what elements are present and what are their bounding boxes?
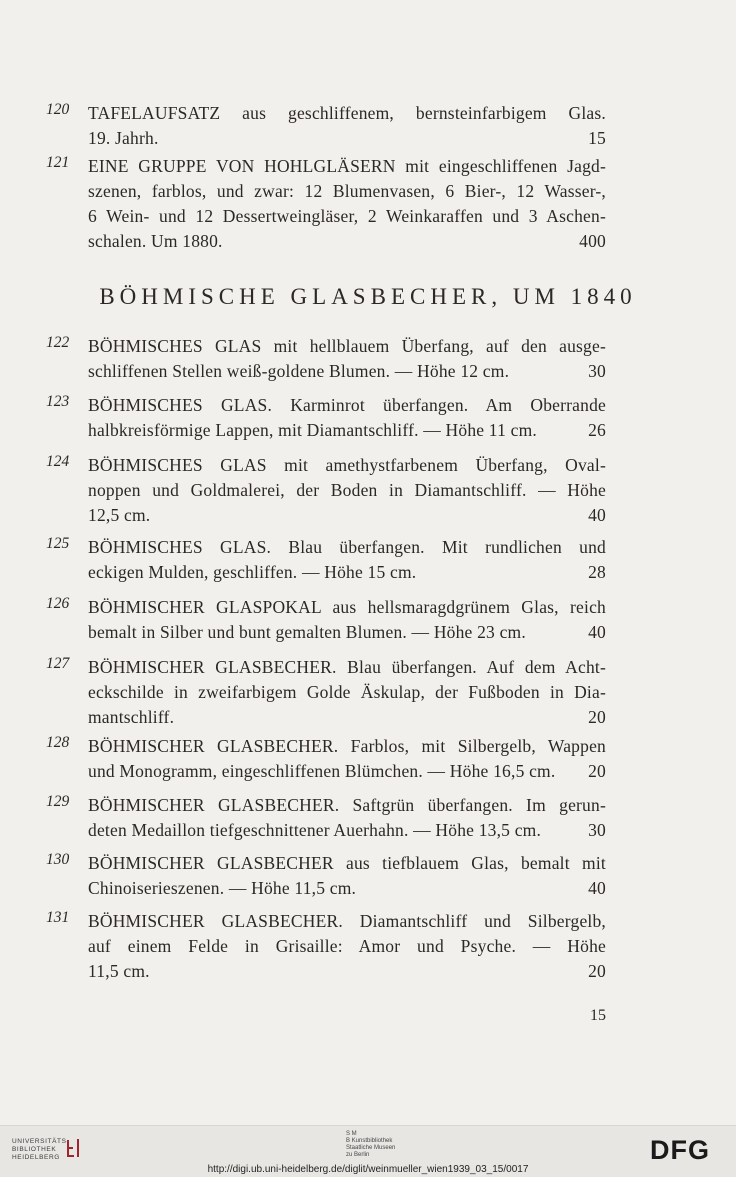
- entry-number: 122: [46, 334, 70, 351]
- entry-price: 40: [588, 878, 606, 898]
- entry-line: bemalt in Silber und bunt gemalten Blumen. — Höhe 23 cm.: [88, 622, 526, 642]
- catalog-entry: [46, 334, 606, 384]
- source-url[interactable]: http://digi.ub.uni-heidelberg.de/diglit/weinmueller_wien1939_03_15/0017: [207, 1164, 529, 1175]
- entry-line: BÖHMISCHES GLAS mit amethystfarbenem Überfang, Oval-: [88, 455, 606, 475]
- catalog-entry: [46, 793, 606, 843]
- catalog-entry: [46, 851, 606, 901]
- entry-number: 121: [46, 154, 70, 171]
- entry-number: 126: [46, 595, 70, 612]
- smb-logo: S M B Kunstbibliothek Staatliche Museen zu Berlin: [346, 1131, 396, 1158]
- entry-line: 12,5 cm.: [88, 505, 151, 525]
- catalog-entry: [46, 535, 606, 585]
- entry-price: 26: [588, 420, 606, 440]
- entry-line: EINE GRUPPE VON HOHLGLÄSERN mit eingeschliffenen Jagd-: [88, 156, 606, 176]
- entry-line: 19. Jahrh.: [88, 128, 159, 148]
- entry-price: 20: [588, 761, 606, 781]
- university-logo[interactable]: UNIVERSITÄTS- BIBLIOTHEK HEIDELBERG: [12, 1138, 70, 1161]
- entry-line: BÖHMISCHER GLASBECHER. Farblos, mit Silbergelb, Wappen: [88, 736, 606, 756]
- entry-number: 128: [46, 734, 70, 751]
- entry-line: 6 Wein- und 12 Dessertweingläser, 2 Weinkaraffen und 3 Aschen-: [88, 206, 606, 226]
- entry-price: 30: [588, 820, 606, 840]
- entry-line: BÖHMISCHES GLAS mit hellblauem Überfang, auf den ausge-: [88, 336, 606, 356]
- entry-line: BÖHMISCHER GLASPOKAL aus hellsmaragdgrünem Glas, reich: [88, 597, 606, 617]
- university-seal-icon: [64, 1136, 88, 1160]
- catalog-entry: [46, 453, 606, 528]
- entry-line: BÖHMISCHER GLASBECHER. Saftgrün überfangen. Im gerun-: [88, 795, 606, 815]
- entry-number: 124: [46, 453, 70, 470]
- entry-line: szenen, farblos, und zwar: 12 Blumenvasen, 6 Bier-, 12 Wasser-,: [88, 181, 606, 201]
- entry-line: noppen und Goldmalerei, der Boden in Diamantschliff. — Höhe: [88, 480, 606, 500]
- entry-number: 129: [46, 793, 70, 810]
- entry-price: 40: [588, 505, 606, 525]
- entry-price: 20: [588, 707, 606, 727]
- dfg-logo: DFG: [650, 1135, 710, 1165]
- entry-line: BÖHMISCHES GLAS. Karminrot überfangen. Am Oberrande: [88, 395, 606, 415]
- entry-line: halbkreisförmige Lappen, mit Diamantschliff. — Höhe 11 cm.: [88, 420, 537, 440]
- entry-line: Chinoiserieszenen. — Höhe 11,5 cm.: [88, 878, 357, 898]
- viewer-footer: [0, 1125, 736, 1177]
- entry-line: BÖHMISCHER GLASBECHER. Blau überfangen. Auf dem Acht-: [88, 657, 606, 677]
- entry-number: 123: [46, 393, 70, 410]
- section-heading: BÖHMISCHE GLASBECHER, UM 1840: [99, 284, 637, 309]
- catalog-entry: [46, 734, 606, 784]
- catalog-entry: [46, 393, 606, 443]
- entry-price: 400: [579, 231, 606, 251]
- entry-line: eckigen Mulden, geschliffen. — Höhe 15 cm.: [88, 562, 417, 582]
- entry-line: TAFELAUFSATZ aus geschliffenem, bernsteinfarbigem Glas.: [88, 103, 606, 123]
- entry-price: 20: [588, 961, 606, 981]
- entry-number: 125: [46, 535, 70, 552]
- entry-price: 28: [588, 562, 606, 582]
- entry-line: BÖHMISCHER GLASBECHER aus tiefblauem Glas, bemalt mit: [88, 853, 606, 873]
- catalog-entry: [46, 655, 606, 730]
- entry-number: 120: [46, 101, 70, 118]
- catalog-entry: [46, 101, 606, 151]
- entry-line: 11,5 cm.: [88, 961, 150, 981]
- entry-price: 40: [588, 622, 606, 642]
- entry-number: 131: [46, 909, 70, 926]
- page-number: 15: [590, 1007, 606, 1024]
- entry-line: BÖHMISCHES GLAS. Blau überfangen. Mit rundlichen und: [88, 537, 606, 557]
- entry-number: 127: [46, 655, 70, 672]
- catalog-entry: [46, 154, 606, 254]
- entry-line: schliffenen Stellen weiß-goldene Blumen. — Höhe 12 cm.: [88, 361, 510, 381]
- catalog-entry: [46, 595, 606, 645]
- entry-line: deten Medaillon tiefgeschnittener Auerhahn. — Höhe 13,5 cm.: [88, 820, 542, 840]
- entry-line: schalen. Um 1880.: [88, 231, 223, 251]
- entry-price: 30: [588, 361, 606, 381]
- entry-line: und Monogramm, eingeschliffenen Blümchen. — Höhe 16,5 cm.: [88, 761, 556, 781]
- entry-line: auf einem Felde in Grisaille: Amor und Psyche. — Höhe: [88, 936, 606, 956]
- entry-price: 15: [588, 128, 606, 148]
- entry-line: eckschilde in zweifarbigem Golde Äskulap, der Fußboden in Dia-: [88, 682, 606, 702]
- catalog-entry: [46, 909, 606, 984]
- entry-line: BÖHMISCHER GLASBECHER. Diamantschliff und Silbergelb,: [88, 911, 606, 931]
- entry-number: 130: [46, 851, 70, 868]
- entry-line: mantschliff.: [88, 707, 175, 727]
